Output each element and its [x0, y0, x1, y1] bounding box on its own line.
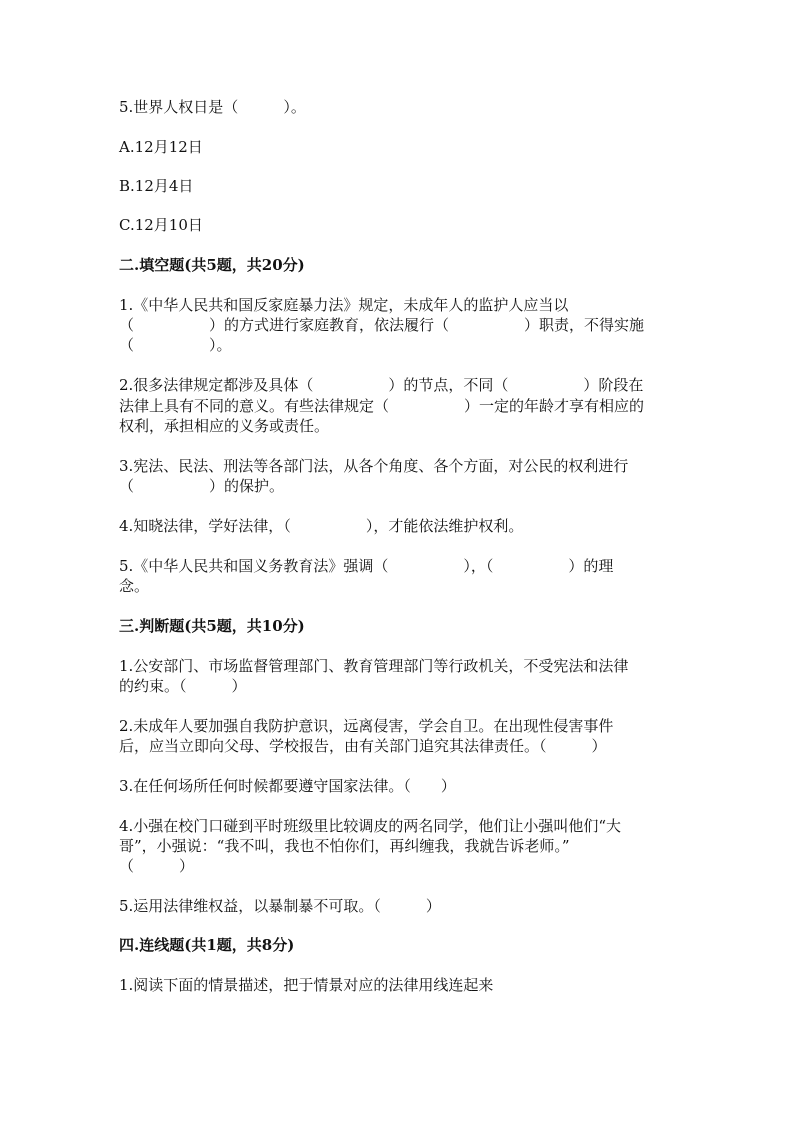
fill-q3-line-2: （ ）的保护。: [119, 477, 285, 495]
option-b: B.12月4日: [119, 177, 194, 195]
fill-q2-line-3: 权利，承担相应的义务或责任。: [119, 417, 330, 435]
fill-q2-line-1: 2.很多法律规定都涉及具体（ ）的节点，不同（ ）阶段在: [119, 376, 644, 394]
judge-q2-line-2: 后，应当立即向父母、学校报告，由有关部门追究其法律责任。（ ）: [119, 737, 607, 755]
judge-q1-line-1: 1.公安部门、市场监督管理部门、教育管理部门等行政机关，不受宪法和法律: [119, 657, 629, 675]
option-c: C.12月10日: [119, 216, 203, 234]
match-q1-line-1: 1.阅读下面的情景描述，把于情景对应的法律用线连起来: [119, 976, 494, 994]
judge-q1-line-2: 的约束。（ ）: [119, 677, 247, 695]
judge-q2-line-1: 2.未成年人要加强自我防护意识，远离侵害，学会自卫。在出现性侵害事件: [119, 717, 614, 735]
fill-q5-line-2: 念。: [119, 577, 150, 595]
section-heading-matching: 四.连线题(共1题，共8分): [119, 936, 295, 954]
judge-q3-line-1: 3.在任何场所任何时候都要遵守国家法律。（ ）: [119, 777, 456, 795]
fill-q1-line-1: 1.《中华人民共和国反家庭暴力法》规定，未成年人的监护人应当以: [119, 296, 569, 314]
judge-q4-line-1: 4.小强在校门口碰到平时班级里比较调皮的两名同学，他们让小强叫他们“大: [119, 817, 621, 835]
option-a: A.12月12日: [119, 138, 203, 156]
section-heading-fill-in: 二.填空题(共5题，共20分): [119, 256, 305, 274]
fill-q1-line-2: （ ）的方式进行家庭教育，依法履行（ ）职责，不得实施: [119, 316, 645, 334]
section-heading-true-false: 三.判断题(共5题，共10分): [119, 617, 305, 635]
fill-q4-line-1: 4.知晓法律，学好法律，（ ），才能依法维护权利。: [119, 517, 524, 535]
fill-q3-line-1: 3.宪法、民法、刑法等各部门法，从各个角度、各个方面，对公民的权利进行: [119, 457, 629, 475]
question-5-text: 5.世界人权日是（ ）。: [119, 98, 306, 116]
fill-q5-line-1: 5.《中华人民共和国义务教育法》强调（ ），（ ）的理: [119, 557, 614, 575]
judge-q5-line-1: 5.运用法律维权益，以暴制暴不可取。（ ）: [119, 897, 441, 915]
fill-q1-line-3: （ ）。: [119, 336, 232, 354]
judge-q4-line-3: （ ）: [119, 857, 195, 875]
fill-q2-line-2: 法律上具有不同的意义。有些法律规定（ ）一定的年龄才享有相应的: [119, 397, 645, 415]
judge-q4-line-2: 哥”，小强说：“我不叫，我也不怕你们，再纠缠我，我就告诉老师。”: [119, 837, 570, 855]
